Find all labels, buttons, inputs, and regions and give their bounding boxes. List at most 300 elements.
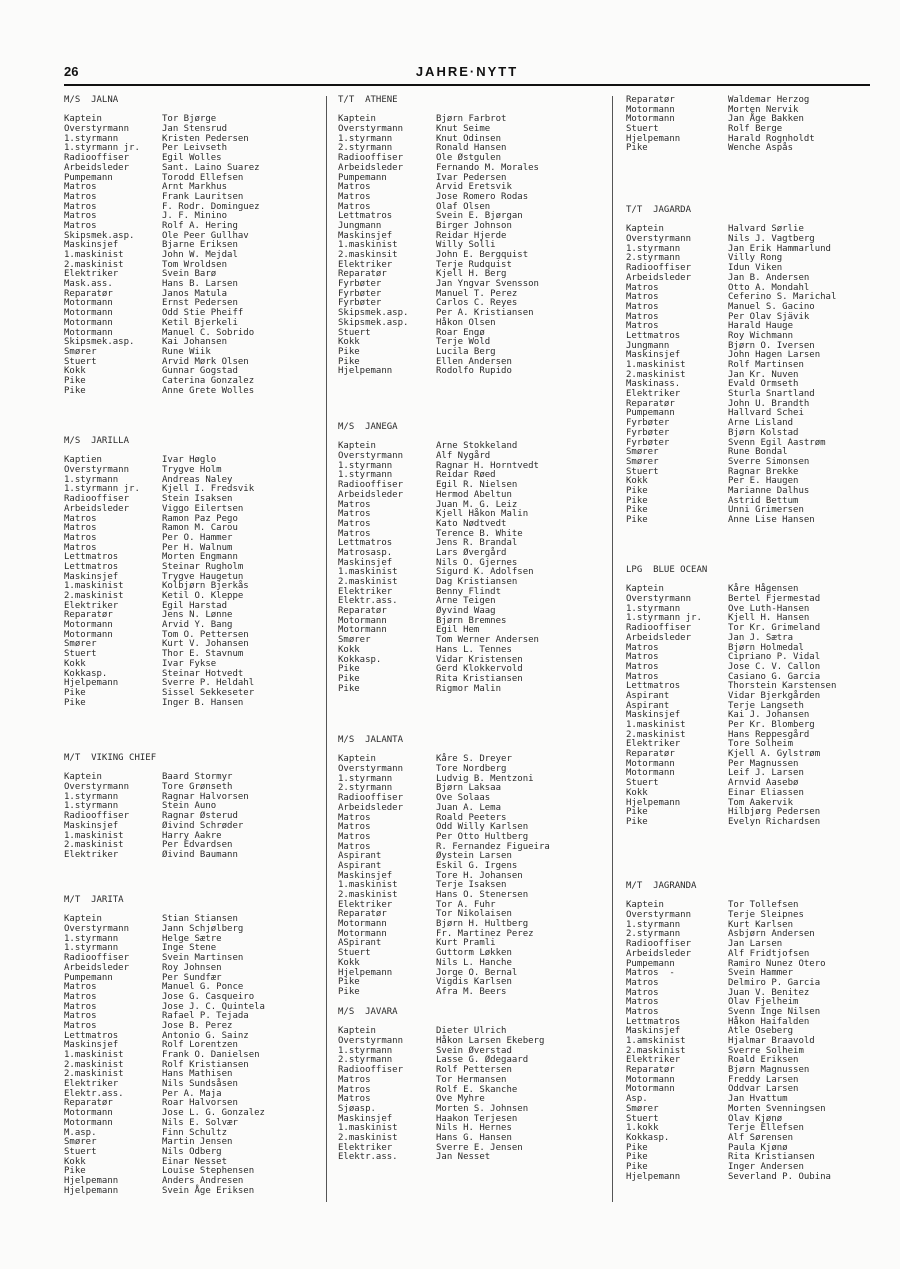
ship-name: M/S JALNA [64,95,119,105]
ship-section [626,566,876,828]
crew-name: Odd Stie Pheiff [162,308,244,319]
crew-role: Reparatør [338,269,387,280]
crew-name: Casiano G. Garcia [728,671,821,682]
crew-role: 1.styrmann [626,243,681,254]
crew-role: Kokk [338,644,360,655]
crew-name: Svein Åge Eriksen [162,1185,255,1196]
crew-role: Fyrbøter [626,427,670,438]
crew-name: Asbjørn Andersen [728,929,815,940]
crew-name: Per Sundfær [162,972,222,983]
crew-row [64,1187,320,1197]
crew-role: Elektr.ass. [64,1088,124,1099]
crew-role: Overstyrmann [64,124,130,135]
crew-name: Øystein Larsen [436,851,512,862]
crew-name: Finn Schultz [162,1127,228,1138]
crew-role: Stuert [338,948,371,959]
crew-name: Roy Johnsen [162,962,222,973]
ship-name: M/T JAGRANDA [626,881,697,891]
crew-name: Sissel Sekkeseter [162,687,255,698]
crew-name: Jan Yngvar Svensson [436,279,539,290]
crew-name: Bjørn Bremnes [436,615,507,626]
crew-name: Kurt V. Johansen [162,639,249,650]
crew-name: Nils Odberg [162,1146,222,1157]
crew-name: Kato Nødtvedt [436,518,507,529]
crew-role: Smører [626,447,659,458]
crew-name: Fr. Martinez Perez [436,928,534,939]
crew-name: Øyvind Waag [436,606,496,617]
ship-section [338,736,600,998]
crew-name: John E. Bergquist [436,250,529,261]
crew-role: Pike [64,687,86,698]
crew-role: Hjelpemann [64,1185,119,1196]
crew-role: Pike [64,385,86,396]
crew-role: Elektriker [64,849,119,860]
crew-name: Arnt Markhus [162,182,228,193]
crew-role: Radiooffiser [338,1065,404,1076]
crew-role: Matros [64,1020,97,1031]
crew-role: Kokkasp. [338,654,382,665]
crew-role: Stuert [64,356,97,367]
crew-name: Stein Auno [162,801,217,812]
crew-role: Jungmann [338,220,382,231]
crew-role: Matros [626,282,659,293]
crew-name: Martin Jensen [162,1137,233,1148]
crew-name: Vidar Bjerkgården [728,690,821,701]
crew-name: Per Magnussen [728,758,799,769]
crew-name: Manuel T. Perez [436,288,518,299]
crew-role: Skipsmek.asp. [338,317,409,328]
crew-name: Alf Nygård [436,451,491,462]
crew-role: Fyrbøter [626,418,670,429]
crew-role: Kokk [338,957,360,968]
crew-name: Hans Reppesgård [728,729,810,740]
crew-name: Jens R. Brandal [436,538,518,549]
crew-role: Matros [64,513,97,524]
crew-role: Overstyrmann [338,1036,404,1047]
crew-role: Elektr.ass. [338,1152,398,1163]
crew-name: Sverre E. Jensen [436,1142,523,1153]
crew-role: Pike [338,664,360,675]
crew-name: Thorstein Karstensen [728,681,837,692]
crew-name: Eskil G. Irgens [436,860,518,871]
crew-name: Bertel Fjermestad [728,594,821,605]
crew-name: Per A. Maja [162,1088,222,1099]
crew-name: Kåre S. Dreyer [436,754,512,765]
crew-role: 1.maskinist [64,250,124,261]
crew-name: Egil Harstad [162,600,228,611]
crew-name: Vidar Kristensen [436,654,523,665]
crew-role: Radiooffiser [338,153,404,164]
crew-role: Matros [626,652,659,663]
crew-name: Marianne Dalhus [728,485,810,496]
crew-role: Kokk [64,1156,86,1167]
crew-name: Inger Andersen [728,1161,804,1172]
ship-name: M/S JANEGA [338,422,398,432]
crew-name: Jose Romero Rodas [436,191,529,202]
crew-name: Jose G. Casqueiro [162,991,255,1002]
crew-role: Matros [338,822,371,833]
crew-role: ASpirant [338,938,382,949]
crew-name: Ludvig B. Mentzoni [436,773,534,784]
crew-role: 2.maskinsit [338,250,398,261]
crew-name: Thor E. Stavnum [162,649,244,660]
crew-role: 1.maskinist [64,1050,124,1061]
crew-role: Pike [338,356,360,367]
crew-role: Pike [626,143,648,154]
crew-name: Per Olav Sjävik [728,311,810,322]
crew-role: Matros [626,292,659,303]
crew-role: Hjelpemann [338,967,393,978]
crew-role: Pike [64,697,86,708]
crew-role: Arbeidsleder [64,962,130,973]
crew-role: Radiooffiser [64,153,130,164]
crew-name: Ellen Andersen [436,356,512,367]
ship-name: T/T JAGARDA [626,205,692,215]
crew-name: Bjørn Magnussen [728,1065,810,1076]
crew-role: Motormann [338,919,387,930]
crew-role: Stuert [64,1146,97,1157]
crew-name: Hans Mathisen [162,1069,233,1080]
crew-role: Arbeidsleder [338,802,404,813]
crew-name: Morten S. Johnsen [436,1103,529,1114]
crew-name: Jose B. Perez [162,1020,233,1031]
crew-role: Radiooffiser [626,263,692,274]
crew-name: Delmiro P. Garcia [728,977,821,988]
crew-name: Birger Johnson [436,220,512,231]
crew-row [338,1153,600,1163]
crew-role: 1.styrmann [64,943,119,954]
crew-role: Stuert [626,466,659,477]
crew-role: Kaptein [338,754,376,765]
crew-name: Jose L. G. Gonzalez [162,1108,265,1119]
crew-name: Astrid Bettum [728,495,799,506]
crew-name: Rolf A. Hering [162,220,238,231]
crew-name: Lucila Berg [436,346,496,357]
crew-name: Einar Eliassen [728,787,804,798]
crew-name: Rodolfo Rupido [436,366,512,377]
crew-name: Jose C. V. Callon [728,661,821,672]
ship-section [338,1008,600,1163]
crew-role: Maskinsjef [64,1040,119,1051]
crew-role: Fyrbøter [338,298,382,309]
crew-name: Rune Bondal [728,447,788,458]
crew-name: Terje Langseth [728,700,804,711]
crew-role: Kaptein [64,914,102,925]
crew-role: 2.maskinist [626,1045,686,1056]
crew-name: Juan A. Lema [436,802,502,813]
crew-name: Bjørn Kolstad [728,427,799,438]
crew-role: Asp. [626,1094,648,1105]
crew-name: Alf Sørensen [728,1132,794,1143]
crew-name: Nils O. Gjernes [436,557,518,568]
ship-name: M/S JALANTA [338,735,404,745]
crew-name: F. Rodr. Dominguez [162,201,260,212]
crew-row [626,144,876,154]
crew-role: Pike [626,1161,648,1172]
crew-role: Pumpemann [64,972,113,983]
crew-role: Motormann [64,1108,113,1119]
crew-role: Pike [338,986,360,997]
crew-name: Terje Isaksen [436,880,507,891]
crew-role: Matros [338,182,371,193]
crew-role: Reparatør [626,95,675,105]
crew-name: Atle Oseberg [728,1026,794,1037]
crew-name: Rolf E. Skanche [436,1084,518,1095]
crew-name: Ernst Pedersen [162,298,238,309]
crew-role: Reparatør [626,749,675,760]
crew-name: Viggo Eilertsen [162,503,244,514]
crew-role: Lettmatros [64,1030,119,1041]
crew-name: Jan Larsen [728,939,783,950]
crew-role: Smører [64,1137,97,1148]
crew-role: Matros [338,1084,371,1095]
crew-role: Elektriker [64,600,119,611]
crew-role: Maskinsjef [64,240,119,251]
crew-name: Louise Stephensen [162,1166,255,1177]
crew-name: Waldemar Herzog [728,95,810,105]
crew-role: 1.amskinist [626,1036,686,1047]
crew-role: Overstyrmann [64,924,130,935]
crew-role: Matros [64,982,97,993]
crew-role: Arbeidsleder [338,162,404,173]
crew-name: Harald Rognholdt [728,133,815,144]
crew-role: 1.styrmann jr. [64,143,140,154]
crew-role: Matrosasp. [338,547,393,558]
crew-name: Kjell I. Fredsvik [162,484,255,495]
crew-name: Tom Wroldsen [162,259,228,270]
crew-role: Matros [64,201,97,212]
crew-name: Sturla Snartland [728,389,815,400]
crew-name: Ragnar Brekke [728,466,799,477]
crew-name: Dag Kristiansen [436,577,518,588]
crew-role: Fyrbøter [338,288,382,299]
crew-role: Jungmann [626,340,670,351]
crew-name: Arnvid Aasebø [728,778,799,789]
crew-role: 1.maskinist [626,720,686,731]
crew-row [338,685,600,695]
crew-name: Gerd Klokkervold [436,664,523,675]
crew-role: 1.styrmann [64,133,119,144]
crew-row [64,851,320,861]
crew-role: Skipsmek.asp. [338,308,409,319]
crew-name: Tor Bjørge [162,114,217,125]
crew-name: Roald Eriksen [728,1055,799,1066]
crew-role: Elektriker [338,1142,393,1153]
crew-role: 1.kokk [626,1123,659,1134]
crew-role: Stuert [64,649,97,660]
crew-name: Rita Kristiansen [728,1152,815,1163]
crew-role: Matros [338,528,371,539]
crew-name: Tore Nordberg [436,764,507,775]
crew-role: Matros [626,642,659,653]
ship-name: T/T ATHENE [338,95,398,105]
crew-role: Kokk [64,366,86,377]
crew-name: Kjell Håkon Malin [436,509,529,520]
column-divider [326,96,327,1202]
crew-name: John Hagen Larsen [728,350,821,361]
crew-role: 1.styrmann [64,474,119,485]
crew-role: Pike [626,1152,648,1163]
crew-role: Motormann [626,104,675,115]
crew-name: Morten Svenningsen [728,1103,826,1114]
crew-role: Overstyrmann [338,124,404,135]
crew-name: Knut Odinsen [436,133,502,144]
crew-name: Rafael P. Tejada [162,1011,249,1022]
crew-role: Hjelpemann [626,797,681,808]
crew-role: Matros [626,321,659,332]
crew-name: Knut Seime [436,124,491,135]
crew-name: Tor Nikolaisen [436,909,512,920]
crew-role: 1.styrmann jr. [626,613,702,624]
crew-role: 1.styrmann [338,773,393,784]
crew-name: Øivind Schrøder [162,820,244,831]
ship-section [626,882,876,1182]
crew-role: Kaptein [64,772,102,783]
crew-role: Radiooffiser [64,953,130,964]
crew-name: Per Otto Hultberg [436,831,529,842]
crew-role: Motormann [64,620,113,631]
crew-role: 2.styrmann [626,929,681,940]
crew-name: Ragnar H. Horntvedt [436,460,539,471]
crew-name: Tor Kr. Grimeland [728,623,821,634]
crew-role: Kokk [626,787,648,798]
crew-name: Egil R. Nielsen [436,480,518,491]
crew-role: Maskinsjef [626,1026,681,1037]
crew-role: Motormann [64,298,113,309]
crew-name: Olav Kjønø [728,1113,783,1124]
crew-role: Elektriker [626,1055,681,1066]
crew-name: Ole Østgulen [436,153,502,164]
crew-role: Kokk [338,337,360,348]
crew-name: Nils L. Hanche [436,957,512,968]
crew-role: Lettmatros [626,330,681,341]
crew-name: R. Fernandez Figueira [436,841,550,852]
crew-role: Smører [338,635,371,646]
crew-role: Maskinsjef [338,1113,393,1124]
crew-name: Olaf Olsen [436,201,491,212]
crew-role: Motormann [338,625,387,636]
crew-name: Olav Fjelheim [728,997,799,1008]
crew-name: Sverre P. Heldahl [162,678,255,689]
crew-name: Per Edvardsen [162,840,233,851]
ship-section [64,896,320,1196]
crew-role: Pike [338,977,360,988]
crew-name: Bjørn Laksaa [436,783,502,794]
crew-role: Overstyrmann [626,910,692,921]
crew-name: Svein Hammer [728,968,794,979]
crew-row [626,516,876,526]
crew-role: Lettmatros [64,561,119,572]
crew-role: Motormann [64,327,113,338]
crew-role: Overstyrmann [626,234,692,245]
crew-name: Jorge O. Bernal [436,967,518,978]
crew-role: Matros [338,518,371,529]
crew-name: Per A. Kristiansen [436,308,534,319]
crew-role: Motormann [626,1084,675,1095]
crew-name: Idun Viken [728,263,783,274]
crew-name: Terje Rudquist [436,259,512,270]
crew-role: Elektriker [64,269,119,280]
crew-role: Matros [64,523,97,534]
crew-name: Rolf Lorentzen [162,1040,238,1051]
crew-role: 1.styrmann [338,470,393,481]
crew-role: Lettmatros [626,681,681,692]
crew-role: Overstyrmann [64,465,130,476]
crew-name: Kåre Hågensen [728,584,799,595]
crew-role: Skipsmek.asp. [64,337,135,348]
crew-name: Freddy Larsen [728,1074,799,1085]
crew-name: Tore Solheim [728,739,794,750]
crew-name: Jan J. Sætra [728,632,794,643]
crew-role: Matros [338,509,371,520]
crew-role: 1.styrmann [338,460,393,471]
crew-name: Terje Ellefsen [728,1123,804,1134]
crew-name: Per Kr. Blomberg [728,720,815,731]
crew-name: Tor Tollefsen [728,900,799,911]
crew-name: Manuel C. Sobrido [162,327,255,338]
crew-role: Maskinsjef [64,820,119,831]
crew-row [338,988,600,998]
crew-role: Matros [64,1001,97,1012]
crew-role: Pumpemann [626,958,675,969]
crew-name: Severland P. Oubina [728,1171,831,1182]
crew-row [626,818,876,828]
crew-name: Ramon M. Carou [162,523,238,534]
crew-name: Antonio G. Sainz [162,1030,249,1041]
crew-name: Baard Stormyr [162,772,233,783]
crew-role: Reparatør [64,288,113,299]
crew-name: Cipriano P. Vidal [728,652,821,663]
crew-role: Matros [64,532,97,543]
crew-role: Arbeidsleder [64,162,130,173]
crew-role: Motormann [626,758,675,769]
crew-name: Reidar Røed [436,470,496,481]
ship-section [338,423,600,694]
crew-name: Villy Rong [728,253,783,264]
crew-role: Aspirant [626,690,670,701]
crew-role: Elektriker [338,586,393,597]
crew-role: Matros [338,812,371,823]
crew-name: Lars Øvergård [436,547,507,558]
crew-role: Motormann [64,317,113,328]
crew-name: Inger B. Hansen [162,697,244,708]
crew-name: Frank O. Danielsen [162,1050,260,1061]
crew-name: Sverre Solheim [728,1045,804,1056]
crew-name: Carlos C. Reyes [436,298,518,309]
crew-name: Rolf Berge [728,124,783,135]
crew-role: Kaptein [626,900,664,911]
crew-name: Øivind Baumann [162,849,238,860]
crew-role: Hjelpemann [64,678,119,689]
crew-role: Smører [64,346,97,357]
crew-role: 2.maskinist [626,729,686,740]
crew-name: Tom O. Pettersen [162,629,249,640]
crew-name: Gunnar Gogstad [162,366,238,377]
crew-name: Jose J. C. Quintela [162,1001,265,1012]
crew-role: Matros [338,841,371,852]
crew-name: Kai J. Johansen [728,710,810,721]
ship-section [626,96,876,154]
crew-role: Radiooffiser [626,623,692,634]
crew-role: Radiooffiser [338,793,404,804]
crew-name: Kai Johansen [162,337,228,348]
crew-name: Morten Engmann [162,552,238,563]
crew-role: Motormann [626,114,675,125]
crew-role: Radiooffiser [626,939,692,950]
crew-role: Smører [626,456,659,467]
crew-role: Kaptein [338,1026,376,1037]
crew-name: Rolf Martinsen [728,360,804,371]
